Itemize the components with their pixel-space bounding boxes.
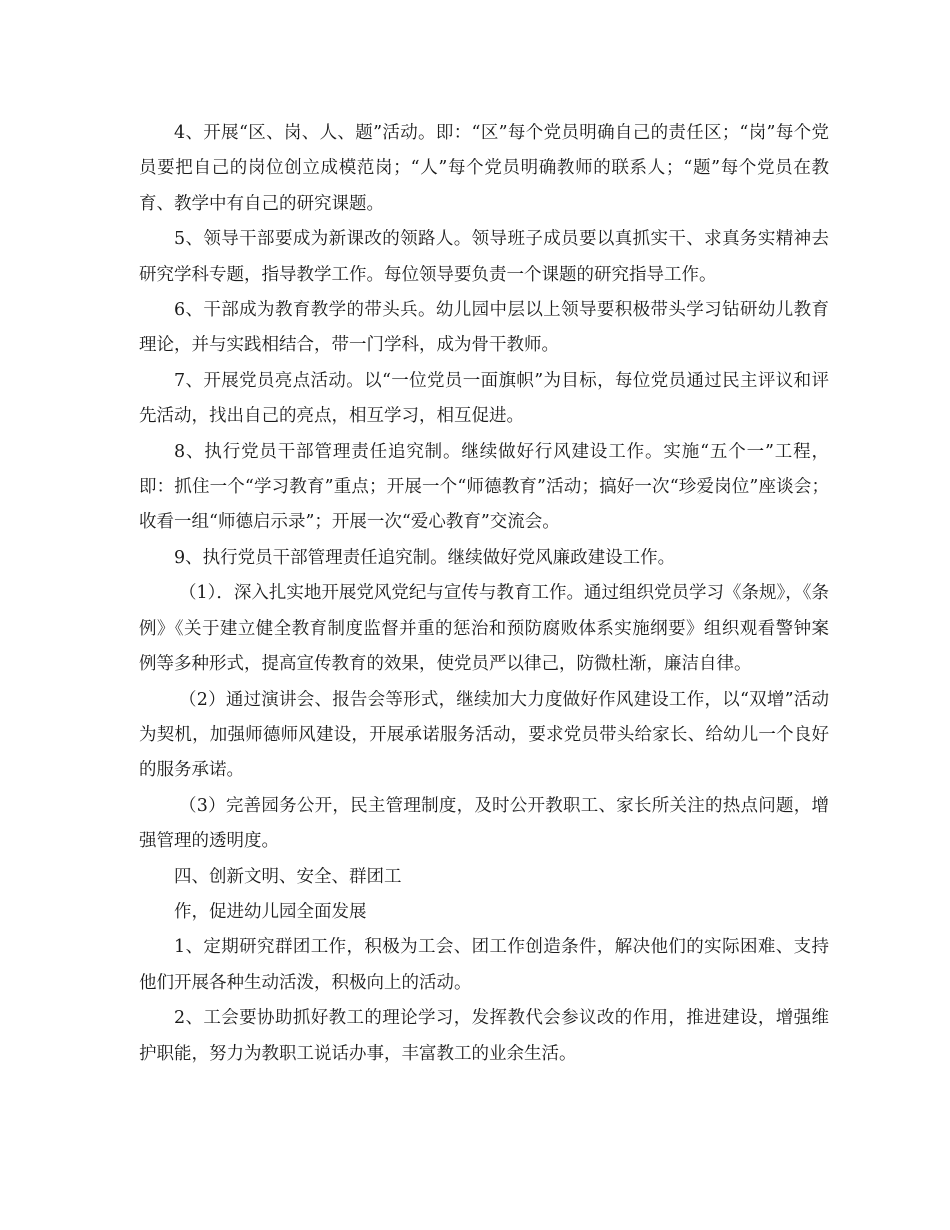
- document-body: [139, 116, 829, 1072]
- paragraph-item-9: 9、执行党员干部管理责任追究制。继续做好党风廉政建设工作。: [174, 547, 676, 568]
- paragraph-group-item-2: 2、工会要协助抓好教工的理论学习，发挥教代会参议改的作用，推进建设，增强维护职能，努力为教职工说话办事，丰富教工的业余生活。: [139, 1008, 829, 1064]
- paragraph-subitem-3: （3）完善园务公开，民主管理制度，及时公开教职工、家长所关注的热点问题，增强管理的透明度。: [139, 795, 829, 852]
- paragraph-subitem-2: （2）通过演讲会、报告会等形式，继续加大力度做好作风建设工作，以“双增”活动为契机，加强师德师风建设，开展承诺服务活动，要求党员带头给家长、给幼儿一个良好的服务承诺。: [139, 689, 829, 781]
- paragraph-group-item-1: 1、定期研究群团工作，积极为工会、团工作创造条件，解决他们的实际困难、支持他们开展各种生动活泼，积极向上的活动。: [139, 937, 829, 993]
- paragraph-item-7: 7、开展党员亮点活动。以“一位党员一面旗帜”为目标，每位党员通过民主评议和评先活动，找出自己的亮点，相互学习，相互促进。: [139, 370, 829, 427]
- paragraph-item-5: 5、领导干部要成为新课改的领路人。领导班子成员要以真抓实干、求真务实精神去研究学科专题，指导教学工作。每位领导要负责一个课题的研究指导工作。: [139, 229, 829, 285]
- paragraph-item-6: 6、干部成为教育教学的带头兵。幼儿园中层以上领导要积极带头学习钻研幼儿教育理论，并与实践相结合，带一门学科，成为骨干教师。: [139, 300, 829, 356]
- paragraph-item-4: 4、开展“区、岗、人、题”活动。即：“区”每个党员明确自己的责任区；“岗”每个党员要把自己的岗位创立成模范岗；“人”每个党员明确教师的联系人；“题”每个党员在教育、教学中有自己的研究课题。: [139, 123, 829, 214]
- section-heading-line-2: 作，促进幼儿园全面发展: [174, 901, 367, 922]
- paragraph-item-8: 8、执行党员干部管理责任追究制。继续做好行风建设工作。实施“五个一”工程，即：抓住一个“学习教育”重点；开展一个“师德教育”活动；搞好一次“珍爱岗位”座谈会；收看一组“师德启示录”；开展一次“爱心教育”交流会。: [139, 441, 829, 533]
- paragraph-subitem-1: （1）．深入扎实地开展党风党纪与宣传与教育工作。通过组织党员学习《条规》，《条例》《关于建立健全教育制度监督并重的惩治和预防腐败体系实施纲要》组织观看警钟案例等多种形式，提高宣传教育的效果，使党员严以律己，防微杜渐，廉洁自律。: [139, 583, 829, 675]
- section-heading-line-1: 四、创新文明、安全、群团工: [174, 866, 402, 887]
